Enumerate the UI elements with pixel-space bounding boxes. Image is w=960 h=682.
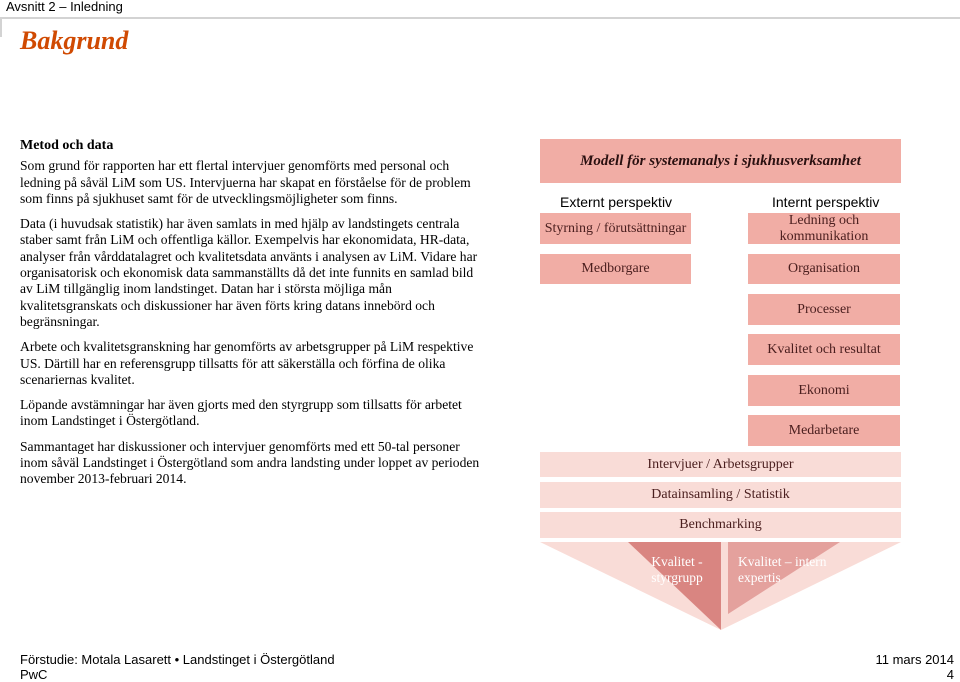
external-perspective-label: Externt perspektiv [560,194,673,210]
internal-perspective-label: Internt perspektiv [772,194,880,210]
paragraph-1: Som grund för rapporten har ett flertal intervjuer genomförts med personal och ledning på såväl LiM som US. Intervjuerna har skapat en förståelse för de problem som finns på sjukhuset samt för de utvecklingsmöjligheter som finns. [20,158,471,206]
paragraph-4: Löpande avstämningar har även gjorts med den styrgrupp som tillsatts för arbetet inom Landstinget i Östergötland. [20,397,462,429]
header-divider-tick [0,17,2,37]
bar-intervjuer: Intervjuer / Arbetsgrupper [540,452,901,477]
external-box-styrning: Styrning / förutsättningar [540,213,691,244]
paragraph-3: Arbete och kvalitetsgranskning har genomförts av arbetsgrupper på LiM respektive US. Därtill har en referensgrupp tillsatts för att säkerställa och förfina de olika scenariernas kvalitet. [20,339,474,387]
footer-brand: PwC [20,667,48,682]
model-title-banner [540,139,901,183]
method-heading: Metod och data [20,138,114,153]
footer-document: Förstudie: Motala Lasarett • Landstinget i Östergötland [20,652,335,667]
footer-date: 11 mars 2014 [875,652,954,667]
bar-datainsamling: Datainsamling / Statistik [540,482,901,508]
header-divider [0,17,960,19]
section-label: Avsnitt 2 – Inledning [6,0,123,14]
internal-box-medarbetare: Medarbetare [748,415,900,446]
external-box-medborgare: Medborgare [540,254,691,284]
chevron-label-styrgrupp: Kvalitet - styrgrupp [651,554,703,585]
chevron-label-expertis: Kvalitet – intern expertis [738,554,827,585]
internal-box-ledning: Ledning och kommunikation [748,213,900,244]
internal-box-processer: Processer [748,294,900,325]
model-title: Modell för systemanalys i sjukhusverksamhet [580,152,861,169]
method-text [20,138,485,497]
internal-box-ekonomi: Ekonomi [748,375,900,406]
paragraph-5: Sammantaget har diskussioner och intervjuer genomförts med ett 50-tal personer inom såväl Landstinget i Östergötland som andra landsting under loppet av perioden november 2013-februari 2014. [20,438,480,487]
paragraph-2: Data (i huvudsak statistik) har även samlats in med hjälp av landstingets centrala staber samt från LiM och offentliga källor. Exempelvis har ekonomidata, HR-data, analyser från vårddatalagret och kvalitetsdata använts i analysen av LiM. Vidare har organisatorisk och ekonomisk data sammanställts då det inte funnits en samlad bild av LiM tillgänglig inom landstinget. Datan har i största möjliga mån kvalitetsgranskats och diskussioner har även förts kring datans innebörd och begränsningar. [20,216,478,329]
bar-benchmarking: Benchmarking [540,512,901,538]
footer-page-number: 4 [946,667,954,682]
internal-box-kvalitet: Kvalitet och resultat [748,334,900,365]
page-title: Bakgrund [20,26,129,55]
internal-box-organisation: Organisation [748,254,900,284]
